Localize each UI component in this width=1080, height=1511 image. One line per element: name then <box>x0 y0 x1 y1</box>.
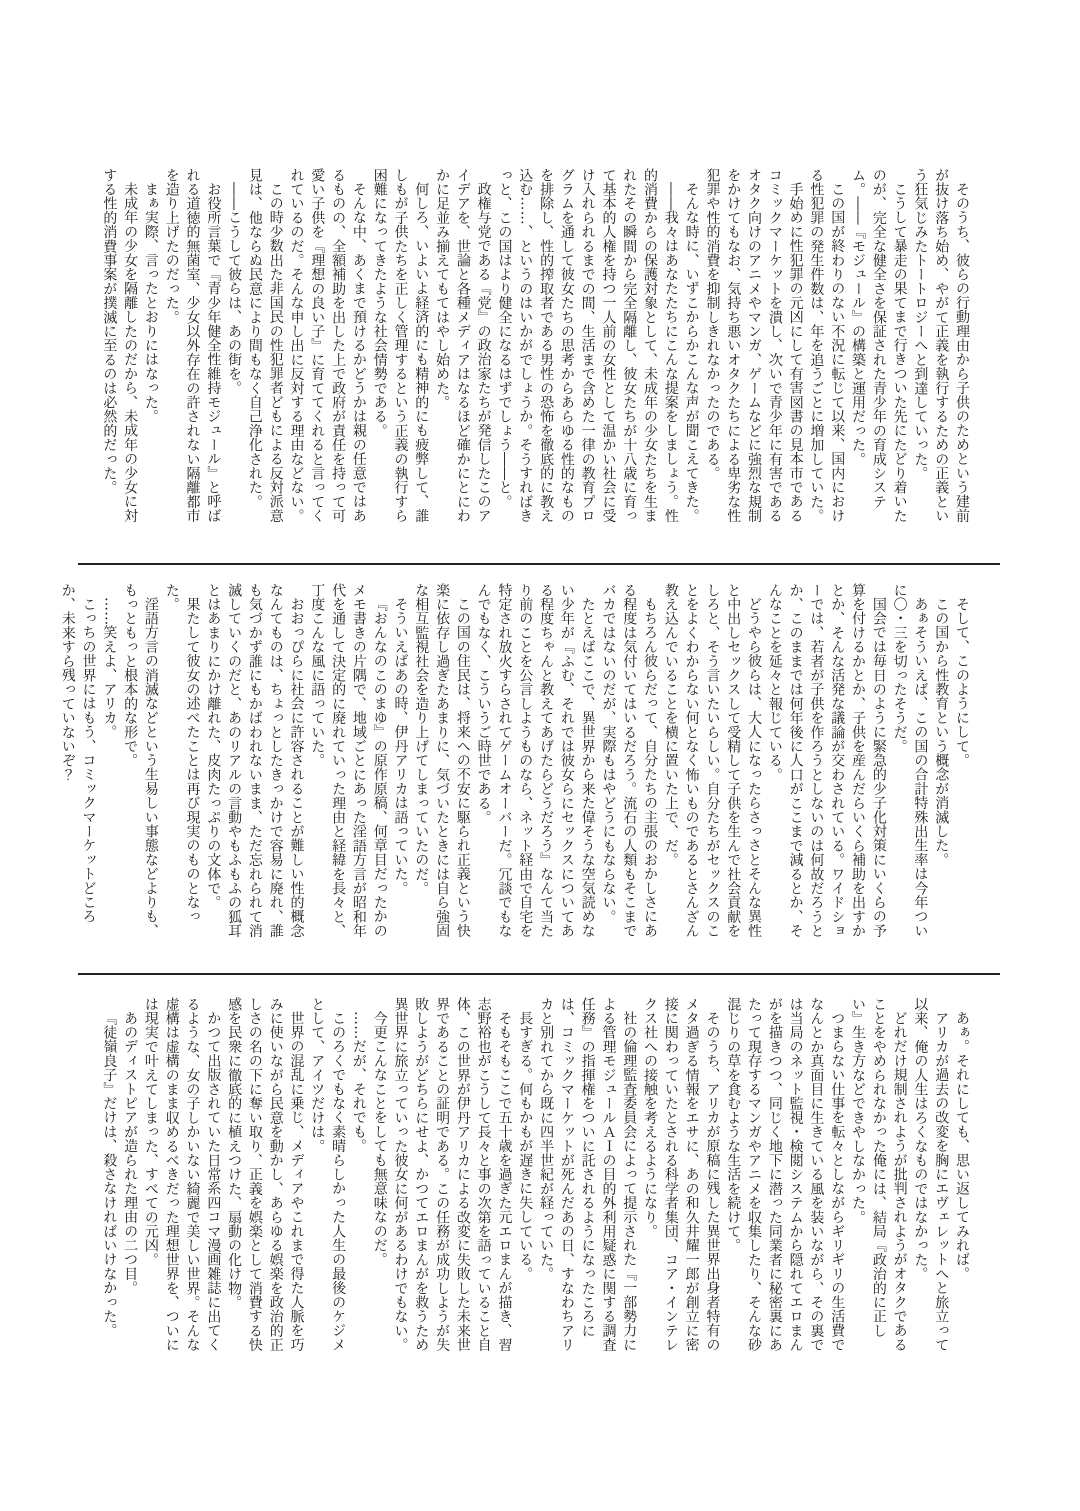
paragraph: 長すぎる。何もかもが遅きに失している。 <box>517 1011 534 1281</box>
paragraph: この国が終わりのない不況に転じて以来、国内における性犯罪の発生件数は、年を追うごとに増加していた。 <box>808 168 846 523</box>
paragraph: 社の倫理監査委員会によって提示された『一部勢力による管理モジュールＡＩの目的外利用疑惑に関する調査任務』の指揮権をついに託されるようになったころには、コミックマーケットが死んだあの日、すなわちアリカと別れてから既に四半世紀が経っていた。 <box>538 997 638 1352</box>
paragraph: あぁ。それにしても、思い返してみれば。 <box>954 1011 970 1281</box>
paragraph: 手始めに性犯罪の元凶にして有害図書の見本市であるコミックマーケットを潰し、次いで青少年に有害であるオタク向けのアニメやマンガ、ゲームなどに強烈な規制をかけてもなお、気持ち悪いオタクたちによる卑劣な性犯罪や性的消費を抑制しきれなかったのである。 <box>704 168 804 523</box>
section-divider-1 <box>78 563 1000 565</box>
paragraph: この国の住民は、将来への不安に駆られ正義という快楽に依存し過ぎたあまりに、気づいたときには自ら強固な相互監視社会を造り上げてしまっていたのだ。 <box>413 583 471 938</box>
paragraph: そんな中、あくまで預けるかどうかは親の任意ではあるものの、全額補助を出した上で政府が責任を持って可愛い子供を『理想の良い子』に育ててくれると言ってくれているのだ。そんな申し出に反対する理由などない。 <box>288 168 367 523</box>
paragraph: そのうち、彼らの行動理由から子供のためという建前が抜け落ち始め、やがて正義を執行するための正義という狂気じみたトートロジーへと到達していった。 <box>912 168 970 523</box>
paragraph: お役所言葉で『青少年健全性維持モジュール』と呼ばれる道徳的無菌室、少女以外存在の許されない隔離都市を造り上げたのだった。 <box>163 168 222 523</box>
paragraph: 『おんなのこのまゆ』の原作原稿、何章目だったかのメモ書きの片隅で、地域ごとにあった淫語方言が昭和年代を通して決定的に廃れていった理由と経緯を長々と、丁度こんな風に語っていた。 <box>309 583 388 938</box>
paragraph: そういえばあの時、伊丹アリカは語っていた。 <box>392 597 409 896</box>
text-section-3 <box>98 997 972 1355</box>
paragraph: もちろん彼らだって、自分たちの主張のおかしさにある程度は気付いてはいるだろう。流石の人類もそこまでバカではないのだが、実際もはやどうにもならない。 <box>600 583 659 938</box>
paragraph: こっちの世界にはもう、コミックマーケットどころか、未来すら残っていないぞ？ <box>59 583 97 924</box>
paragraph: どれだけ規制されようが批判されようがオタクであることをやめられなかった俺には、結局『政治的に正しい』生き方などできやしなかった。 <box>850 997 908 1352</box>
paragraph: ――我々はあなたたちにこんな提案をしましょう。性的消費からの保護対象として、未成年の少女たちを生まれたその瞬間から完全隔離し、彼女たちが十八歳に育って基本的人権を持つ一人前の女性として温かい社会に受け入れられるまでの間、生活まで含めた一律の教育プログラムを通して彼女たちの思考からあらゆる性的なものを排除し、性的搾取者である男性の恐怖を徹底的に教え込む……、というのはいかがでしょうか。そうすればきっと、この国はより健全になるはずでしょう――と。 <box>496 168 679 523</box>
text-section-2 <box>59 583 972 941</box>
paragraph: 『徒嶺良子』だけは、殺さなければいけなかった。 <box>101 1011 118 1338</box>
paragraph: そもそもここで五十歳を過ぎた元エロまんが描き、習志野裕也がこうして長々と事の次第を語っていること自体、この世界が伊丹アリカによる改変に失敗した未来世界であることの証明である。この任務が成功しようが失敗しようがどちらにせよ、かつてエロまんがを救うため異世界に旅立っていった彼女に何があるわけでもない。 <box>392 997 513 1352</box>
paragraph: こうして暴走の果てまで行きついた先にたどり着いたのが、完全な健全さを保証された青少年の育成システム。――『モジュール』の構築と運用だった。 <box>850 168 908 523</box>
paragraph: ……だが、それでも。 <box>350 1011 367 1153</box>
paragraph: たとえばここで、異世界から来た偉そうな空気読めない少年が『ふむ、それでは彼女らにセックスについてある程度ちゃんと教えてあげたらどうだろう』なんて当たり前のことを公言しようものなら、ネット経由で自宅を特定され放火すらされてゲームオーバーだ。冗談でもなんでもなく、こういうご時世である。 <box>475 583 596 938</box>
paragraph: ――こうして彼らは、あの街を。 <box>226 182 243 395</box>
paragraph: つまらない仕事を転々としながらギリギリの生活費でなんとか真面目に生きている風を装いながら、その裏では当局のネット監視・検閲システムから隠れてエロまんがを描きつつ、同じく地下に潜った同業者に秘密裏にあたって現存するマンガやアニメを収集したり、そんな砂混じりの草を食むような生活を続けて。 <box>725 997 846 1352</box>
paragraph: ……笑えよ、アリカ。 <box>101 597 118 739</box>
paragraph: 政権与党である『党』の政治家たちが発信したこのアイデアを、世論と各種メディアはなるほど確かにとにわかに足並み揃えてもてはやし始めた。 <box>434 168 492 523</box>
paragraph: まぁ実際、言ったとおりにはなった。 <box>142 182 159 424</box>
paragraph: 淫語方言の消滅などという生易しい事態などよりも、もっともっと根本的な形で。 <box>122 583 159 938</box>
paragraph: あぁそういえば、この国の合計特殊出生率は今年ついに〇・三を切ったそうだ。 <box>891 583 929 938</box>
text-section-1 <box>98 168 972 526</box>
paragraph: 世界の混乱に乗じ、メディアやこれまで得た人脈を巧みに使いながら民意を動かし、あらゆる娯楽を政治的正しさの名の下に奪い取り、正義を娯楽として消費する快感を民衆に徹底的に植えつけた、扇動の化け物。 <box>226 997 305 1352</box>
paragraph: かつて出版されていた日常系四コマ漫画雑誌に出てくるような、女の子しかいない綺麗で美しい世界。そんな虚構は虚構のまま収めるべきだった理想世界を、ついには現実で叶えてしまった、すべての元凶。 <box>142 997 222 1352</box>
paragraph: アリカが過去の改変を胸にエヴェレットへと旅立って以来、俺の人生はろくなものではなかった。 <box>912 997 950 1352</box>
paragraph: 未成年の少女を隔離したのだから、未成年の少女に対する性的消費事案が撲滅に至るのは必然的だった。 <box>101 168 139 523</box>
paragraph: 何しろ、いよいよ経済的にも精神的にも疲弊して、誰しもが子供たちを正しく管理するという正義の執行すら困難になってきたような社会情勢である。 <box>371 168 430 523</box>
paragraph: そのうち、アリカが原稿に残した異世界出身者特有のメタ過ぎる情報をエサに、あの和久井耀一郎が創立に密接に関わっていたとされる科学者集団、コア・インテレクス社への接触を考えるようになり。 <box>642 997 721 1352</box>
paragraph: そして、このようにして。 <box>954 597 970 768</box>
paragraph: そんな時に、いずこからかこんな声が聞こえてきた。 <box>683 182 700 523</box>
paragraph: おおっぴらに社会に許容されることが難しい性的概念なんてものは、ちょっとしたきっかけで容易に廃れ、誰も気づかず誰にもかばわれないまま、ただ忘れられて消滅していくのだと、あのリアルの言動やもふもふの狐耳とはあまりにかけ離れた、皮肉たっぷりの文体で。 <box>205 583 305 938</box>
paragraph: 国会では毎日のように緊急的少子化対策にいくらの予算を付けるかとか、子供を産んだらいくら補助を出すかとか、そんな活発な議論が交わされている。ワイドショーでは、若者が子供を作ろうとしないのは何故だろうとか、このままでは何年後に人口がここまで減るとか、そんなことを延々と報じている。 <box>766 583 887 938</box>
section-divider-2 <box>78 973 1000 975</box>
paragraph: この時少数出た非国民の性犯罪者どもによる反対派意見は、他ならぬ民意により間もなく自己浄化された。 <box>246 168 284 523</box>
paragraph: 果たして彼女の述べたことは再び現実のものとなった。 <box>163 583 201 924</box>
paragraph: このろくでもなく素晴らしかった人生の最後のケジメとして、アイツだけは。 <box>309 997 347 1352</box>
paragraph: どうやら彼らは、大人になったらさっさとそんな異性と中出しセックスして受精して子供を生んで社会貢献をしろと、そう言いたいらしい。自分たちがセックスのことをよくわからない何となく怖いものであるとさんざん教え込んでいることを横に置いた上で、だ。 <box>662 583 763 938</box>
paragraph: あのディストピアが造られた理由の二つ目。 <box>122 1011 139 1295</box>
paragraph: この国から性教育という概念が消滅した。 <box>933 597 950 867</box>
paragraph: 今更こんなことをしても無意味なのだ。 <box>371 1011 388 1267</box>
